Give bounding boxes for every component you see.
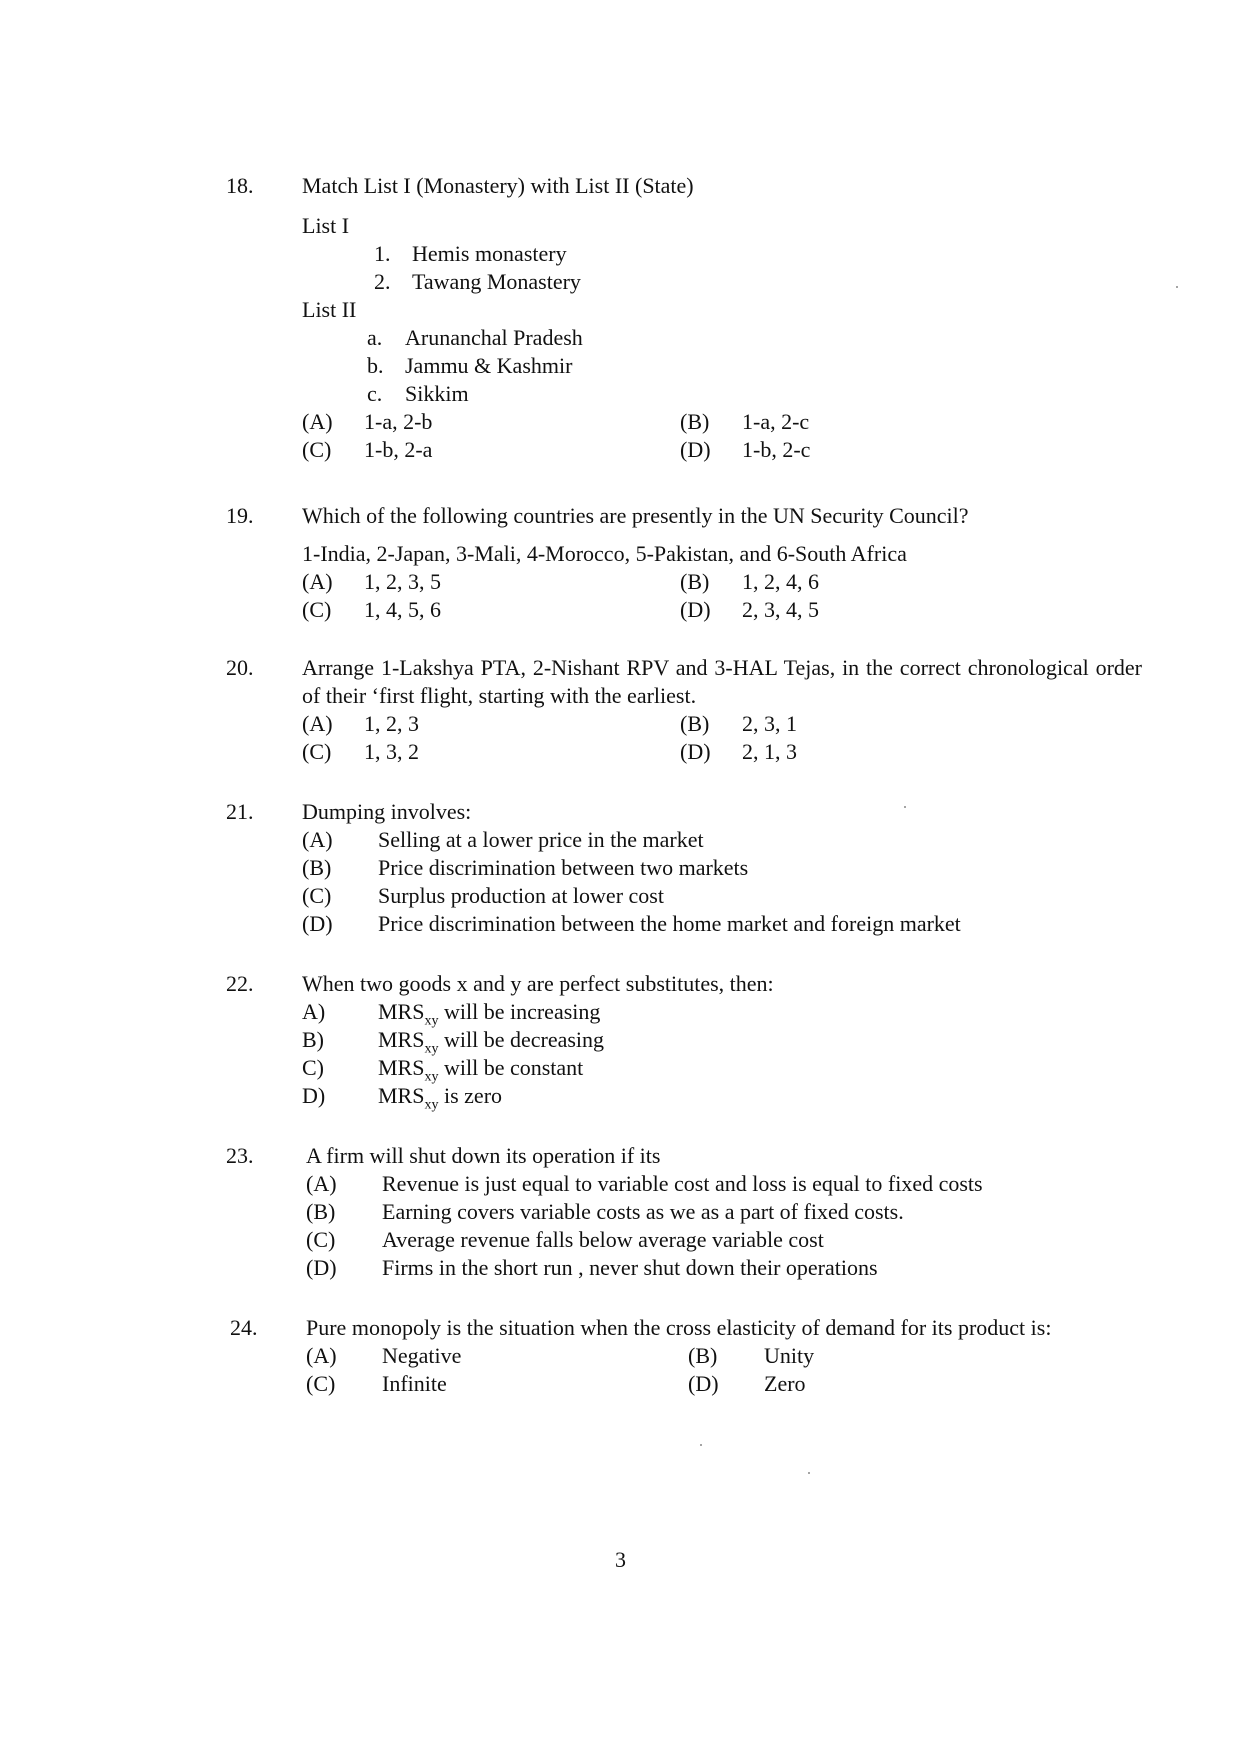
option-text: will be constant — [438, 1055, 584, 1080]
option-text: Infinite — [382, 1371, 447, 1396]
option-text: Selling at a lower price in the market — [378, 827, 704, 852]
question-number: 21. — [226, 799, 254, 824]
option-a — [302, 826, 1142, 854]
option-label: (D) — [306, 1255, 337, 1280]
option-b — [302, 854, 1142, 882]
option-label: (A) — [302, 711, 333, 736]
option-text: is zero — [438, 1083, 503, 1108]
option-d — [680, 596, 1100, 624]
option-label: A) — [302, 999, 326, 1024]
scan-speck — [1176, 286, 1178, 288]
option-label: (A) — [302, 827, 333, 852]
option-label: (D) — [680, 739, 711, 764]
option-d — [306, 1254, 1146, 1282]
question-body — [302, 654, 1142, 766]
option-label: (C) — [306, 1371, 336, 1396]
option-c — [302, 1054, 1142, 1085]
option-d — [302, 1082, 1142, 1113]
mrs-symbol: $MRS_{xy}$ — [378, 1055, 439, 1085]
question-body — [302, 798, 1142, 938]
option-a — [306, 1170, 1146, 1198]
option-label: (B) — [680, 409, 710, 434]
option-text: Price discrimination between the home market and foreign market — [378, 911, 961, 936]
question-number: 23. — [226, 1143, 254, 1168]
option-c — [302, 882, 1142, 910]
option-text: Revenue is just equal to variable cost and loss is equal to fixed costs — [382, 1171, 983, 1196]
list-item — [374, 240, 1142, 268]
option-a — [302, 568, 680, 596]
option-text: 1, 2, 4, 6 — [742, 569, 819, 594]
option-label: (C) — [306, 1227, 336, 1252]
option-label: (A) — [306, 1171, 337, 1196]
option-label: (B) — [688, 1343, 718, 1368]
mrs-symbol: $MRS_{xy}$ — [378, 999, 439, 1029]
scan-speck — [700, 1444, 702, 1446]
option-c — [302, 738, 680, 766]
option-label: (B) — [302, 855, 332, 880]
option-text: 2, 3, 4, 5 — [742, 597, 819, 622]
option-b — [688, 1342, 1108, 1370]
option-label: (B) — [306, 1199, 336, 1224]
list-text: Jammu & Kashmir — [405, 353, 573, 378]
question-number: 20. — [226, 655, 254, 680]
question-body — [306, 1314, 1142, 1398]
options-grid — [302, 568, 1142, 624]
list-marker: a. — [367, 325, 383, 350]
options-grid — [306, 1342, 1142, 1398]
question-detail: 1-India, 2-Japan, 3-Mali, 4-Morocco, 5-Pakistan, and 6-South Africa — [302, 541, 907, 566]
question-body — [302, 970, 1142, 1113]
list-item — [367, 380, 1142, 408]
list-text: Tawang Monastery — [412, 269, 581, 294]
list-text: Sikkim — [405, 381, 469, 406]
list-marker: b. — [367, 353, 384, 378]
option-text: 1, 2, 3, 5 — [364, 569, 441, 594]
option-label: (A) — [302, 569, 333, 594]
option-text: Negative — [382, 1343, 462, 1368]
question-stem: Pure monopoly is the situation when the cross elasticity of demand for its product is: — [306, 1315, 1052, 1340]
option-label: (D) — [680, 437, 711, 462]
option-text: Average revenue falls below average variable cost — [382, 1227, 824, 1252]
option-text: 2, 1, 3 — [742, 739, 797, 764]
list-1 — [374, 240, 1142, 296]
option-a — [302, 408, 680, 436]
list-text: Arunanchal Pradesh — [405, 325, 583, 350]
options-list — [302, 826, 1142, 938]
options-list — [302, 998, 1142, 1113]
option-b — [680, 408, 1100, 436]
option-c — [306, 1226, 1146, 1254]
option-d — [680, 436, 1100, 464]
option-b — [306, 1198, 1146, 1226]
option-a — [302, 998, 1142, 1029]
question-stem: Which of the following countries are presently in the UN Security Council? — [302, 503, 969, 528]
option-label: (C) — [302, 597, 332, 622]
option-label: (D) — [680, 597, 711, 622]
options-grid — [302, 408, 1142, 464]
scan-speck — [904, 806, 906, 808]
question-body — [306, 1142, 1146, 1282]
question-number: 22. — [226, 971, 254, 996]
option-text: 1-b, 2-c — [742, 437, 811, 462]
option-label: (D) — [302, 911, 333, 936]
option-text: Zero — [764, 1371, 806, 1396]
option-d — [680, 738, 1100, 766]
option-b — [680, 568, 1100, 596]
question-body — [302, 502, 1142, 624]
option-b — [302, 1026, 1142, 1057]
option-label: (A) — [306, 1343, 337, 1368]
question-stem: When two goods x and y are perfect substitutes, then: — [302, 971, 774, 996]
option-text: 1-b, 2-a — [364, 437, 433, 462]
list-item — [367, 324, 1142, 352]
option-label: (C) — [302, 437, 332, 462]
list-2 — [367, 324, 1142, 408]
option-d — [688, 1370, 1108, 1398]
question-stem: Dumping involves: — [302, 799, 472, 824]
option-label: B) — [302, 1027, 324, 1052]
option-text: 1, 2, 3 — [364, 711, 419, 736]
list-item — [367, 352, 1142, 380]
list-2-heading: List II — [302, 297, 357, 322]
option-c — [306, 1370, 688, 1398]
option-text: 1-a, 2-b — [364, 409, 433, 434]
option-text: Earning covers variable costs as we as a part of fixed costs. — [382, 1199, 904, 1224]
options-list — [306, 1170, 1146, 1282]
option-a — [302, 710, 680, 738]
option-label: (C) — [302, 883, 332, 908]
mrs-symbol: $MRS_{xy}$ — [378, 1027, 439, 1057]
option-text: will be decreasing — [438, 1027, 605, 1052]
option-label: (B) — [680, 711, 710, 736]
option-text: Price discrimination between two markets — [378, 855, 749, 880]
option-label: (D) — [688, 1371, 719, 1396]
option-d — [302, 910, 1142, 938]
question-stem: Arrange 1-Lakshya PTA, 2-Nishant RPV and 3-HAL Tejas, in the correct chronological order of their ‘first flight, starting with the earliest. — [302, 655, 1142, 708]
scan-speck — [808, 1472, 810, 1474]
question-number: 24. — [230, 1315, 258, 1340]
list-marker: 1. — [374, 241, 391, 266]
option-text: 1, 3, 2 — [364, 739, 419, 764]
option-c — [302, 596, 680, 624]
option-text: 2, 3, 1 — [742, 711, 797, 736]
question-body — [302, 172, 1142, 464]
question-stem: Match List I (Monastery) with List II (State) — [302, 173, 694, 198]
list-text: Hemis monastery — [412, 241, 567, 266]
options-grid — [302, 710, 1142, 766]
question-number: 19. — [226, 503, 254, 528]
option-text: Surplus production at lower cost — [378, 883, 664, 908]
page-number: 3 — [615, 1547, 626, 1572]
mrs-symbol: $MRS_{xy}$ — [378, 1083, 439, 1113]
option-text: 1, 4, 5, 6 — [364, 597, 441, 622]
option-text: 1-a, 2-c — [742, 409, 810, 434]
option-b — [680, 710, 1100, 738]
option-text: Firms in the short run , never shut down their operations — [382, 1255, 878, 1280]
question-number: 18. — [226, 173, 254, 198]
option-label: D) — [302, 1083, 326, 1108]
option-text: Unity — [764, 1343, 815, 1368]
option-c — [302, 436, 680, 464]
option-label: (B) — [680, 569, 710, 594]
question-stem: A firm will shut down its operation if its — [306, 1143, 661, 1168]
option-a — [306, 1342, 688, 1370]
list-item — [374, 268, 1142, 296]
list-1-heading: List I — [302, 213, 350, 238]
option-label: (C) — [302, 739, 332, 764]
list-marker: c. — [367, 381, 383, 406]
option-label: C) — [302, 1055, 324, 1080]
list-marker: 2. — [374, 269, 391, 294]
option-text: will be increasing — [438, 999, 601, 1024]
option-label: (A) — [302, 409, 333, 434]
